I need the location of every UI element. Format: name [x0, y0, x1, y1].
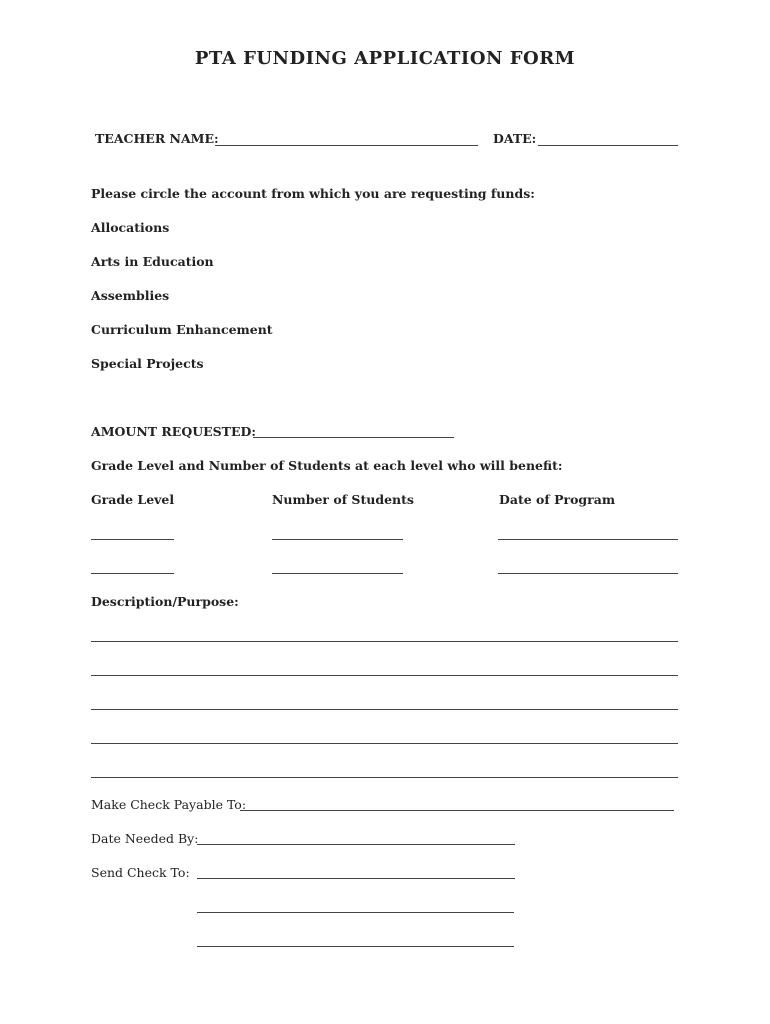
- number-of-students-field[interactable]: [272, 539, 403, 540]
- send-check-address-line[interactable]: [197, 912, 514, 913]
- form-title: PTA FUNDING APPLICATION FORM: [194, 48, 576, 69]
- date-field[interactable]: [538, 145, 678, 146]
- grade-level-field[interactable]: [91, 573, 174, 574]
- description-line[interactable]: [91, 675, 678, 676]
- column-header-date-of-program: Date of Program: [499, 492, 616, 507]
- account-option[interactable]: Allocations: [91, 220, 170, 235]
- grade-level-field[interactable]: [91, 539, 174, 540]
- date-needed-label: Date Needed By:: [91, 831, 199, 846]
- payable-to-field[interactable]: [240, 810, 674, 811]
- column-header-grade-level: Grade Level: [91, 492, 175, 507]
- teacher-name-field[interactable]: [215, 145, 478, 146]
- account-option[interactable]: Arts in Education: [91, 254, 214, 269]
- account-option[interactable]: Special Projects: [91, 356, 204, 371]
- payable-to-label: Make Check Payable To:: [91, 797, 247, 812]
- column-header-number-of-students: Number of Students: [272, 492, 414, 507]
- send-check-address-line[interactable]: [197, 946, 514, 947]
- grade-prompt: Grade Level and Number of Students at each level who will benefit:: [91, 458, 563, 473]
- account-prompt: Please circle the account from which you are requesting funds:: [91, 186, 535, 201]
- number-of-students-field[interactable]: [272, 573, 403, 574]
- date-of-program-field[interactable]: [498, 573, 678, 574]
- send-check-address-line[interactable]: [197, 878, 515, 879]
- date-label: DATE:: [493, 131, 537, 146]
- date-of-program-field[interactable]: [498, 539, 678, 540]
- description-line[interactable]: [91, 709, 678, 710]
- description-line[interactable]: [91, 641, 678, 642]
- send-check-label: Send Check To:: [91, 865, 190, 880]
- account-option[interactable]: Curriculum Enhancement: [91, 322, 273, 337]
- description-line[interactable]: [91, 743, 678, 744]
- teacher-name-label: TEACHER NAME:: [95, 131, 219, 146]
- amount-requested-label: AMOUNT REQUESTED:: [91, 424, 256, 439]
- amount-requested-field[interactable]: [253, 437, 454, 438]
- description-line[interactable]: [91, 777, 678, 778]
- description-label: Description/Purpose:: [91, 594, 239, 609]
- date-needed-field[interactable]: [197, 844, 515, 845]
- account-option[interactable]: Assemblies: [91, 288, 170, 303]
